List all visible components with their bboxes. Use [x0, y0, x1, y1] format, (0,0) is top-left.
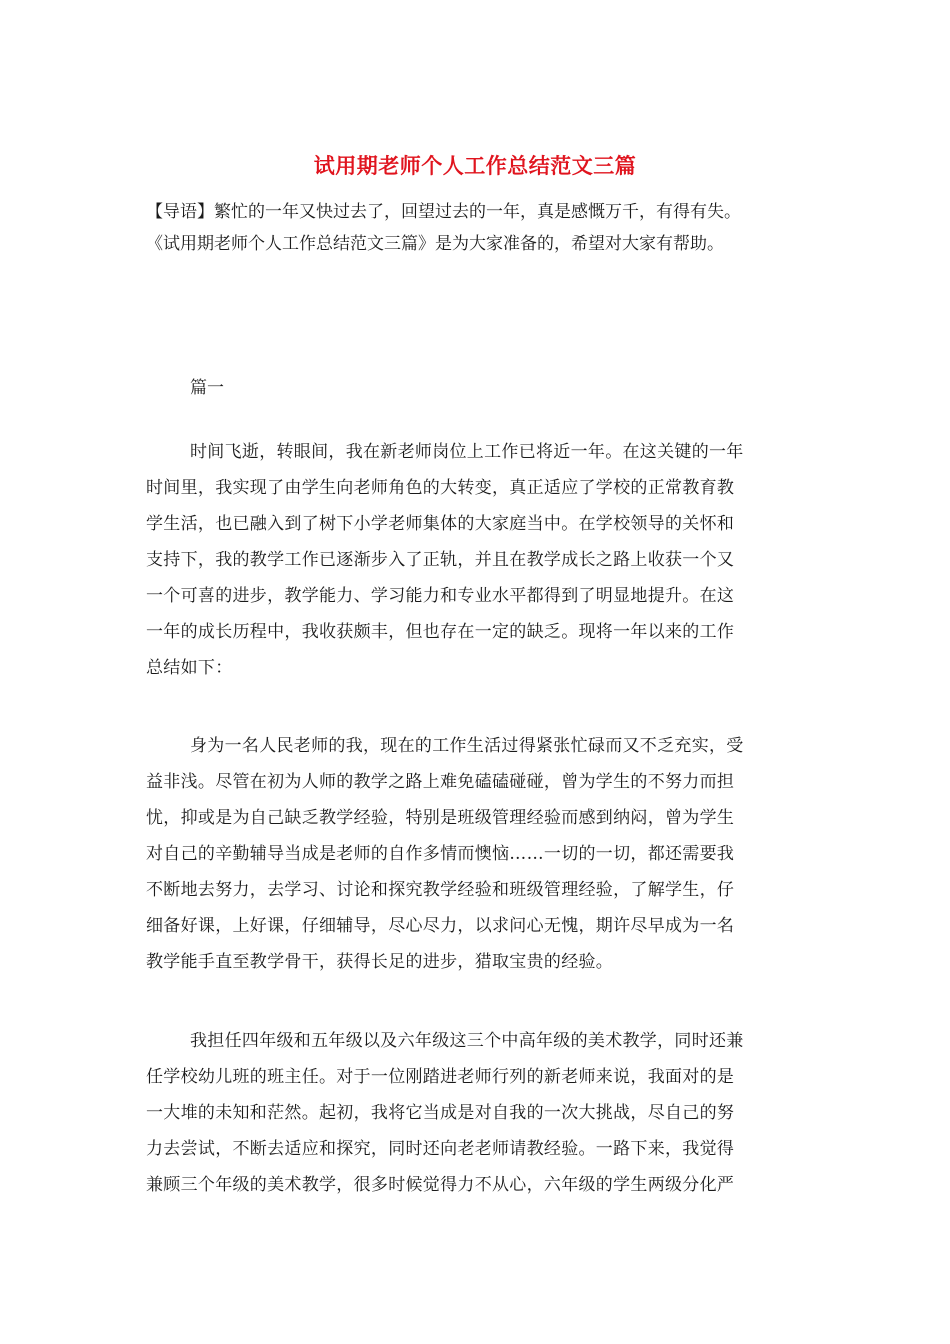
paragraph-line: 益非浅。尽管在初为人师的教学之路上难免磕磕碰碰，曾为学生的不努力而担 [146, 772, 735, 792]
paragraph-line: 时间里，我实现了由学生向老师角色的大转变，真正适应了学校的正常教育教 [146, 478, 735, 498]
paragraph-line: 时间飞逝，转眼间，我在新老师岗位上工作已将近一年。在这关键的一年 [190, 442, 744, 462]
paragraph-line: 支持下，我的教学工作已逐渐步入了正轨，并且在教学成长之路上收获一个又 [146, 550, 735, 570]
paragraph-line: 细备好课，上好课，仔细辅导，尽心尽力，以求问心无愧，期许尽早成为一名 [146, 916, 735, 936]
paragraph-line: 对自己的辛勤辅导当成是老师的自作多情而懊恼……一切的一切，都还需要我 [146, 844, 735, 864]
paragraph-line: 我担任四年级和五年级以及六年级这三个中高年级的美术教学，同时还兼 [190, 1031, 744, 1051]
section-heading: 篇一 [190, 378, 224, 398]
paragraph-line: 不断地去努力，去学习、讨论和探究教学经验和班级管理经验，了解学生，仔 [146, 880, 735, 900]
paragraph-line: 一个可喜的进步，教学能力、学习能力和专业水平都得到了明显地提升。在这 [146, 586, 735, 606]
paragraph-line: 身为一名人民老师的我，现在的工作生活过得紧张忙碌而又不乏充实，受 [190, 736, 744, 756]
document-title: 试用期老师个人工作总结范文三篇 [313, 153, 637, 178]
intro-block [146, 196, 810, 260]
paragraph-2 [146, 728, 810, 980]
paragraph-line: 总结如下： [146, 658, 233, 678]
paragraph-line: 忧，抑或是为自己缺乏教学经验，特别是班级管理经验而感到纳闷，曾为学生 [146, 808, 735, 828]
paragraph-line: 一年的成长历程中，我收获颇丰，但也存在一定的缺乏。现将一年以来的工作 [146, 622, 735, 642]
paragraph-1 [146, 434, 810, 686]
paragraph-line: 教学能手直至教学骨干，获得长足的进步，猎取宝贵的经验。 [146, 952, 614, 972]
paragraph-line: 任学校幼儿班的班主任。对于一位刚踏进老师行列的新老师来说，我面对的是 [146, 1067, 735, 1087]
intro-line: 《试用期老师个人工作总结范文三篇》是为大家准备的，希望对大家有帮助。 [146, 234, 724, 254]
paragraph-line: 兼顾三个年级的美术教学，很多时候觉得力不从心，六年级的学生两级分化严 [146, 1175, 735, 1195]
paragraph-line: 一大堆的未知和茫然。起初，我将它当成是对自我的一次大挑战，尽自己的努 [146, 1103, 735, 1123]
paragraph-line: 学生活，也已融入到了树下小学老师集体的大家庭当中。在学校领导的关怀和 [146, 514, 735, 534]
paragraph-line: 力去尝试，不断去适应和探究，同时还向老老师请教经验。一路下来，我觉得 [146, 1139, 735, 1159]
paragraph-3 [146, 1023, 810, 1203]
intro-line: 【导语】繁忙的一年又快过去了，回望过去的一年，真是感慨万千，有得有失。 [146, 202, 741, 222]
